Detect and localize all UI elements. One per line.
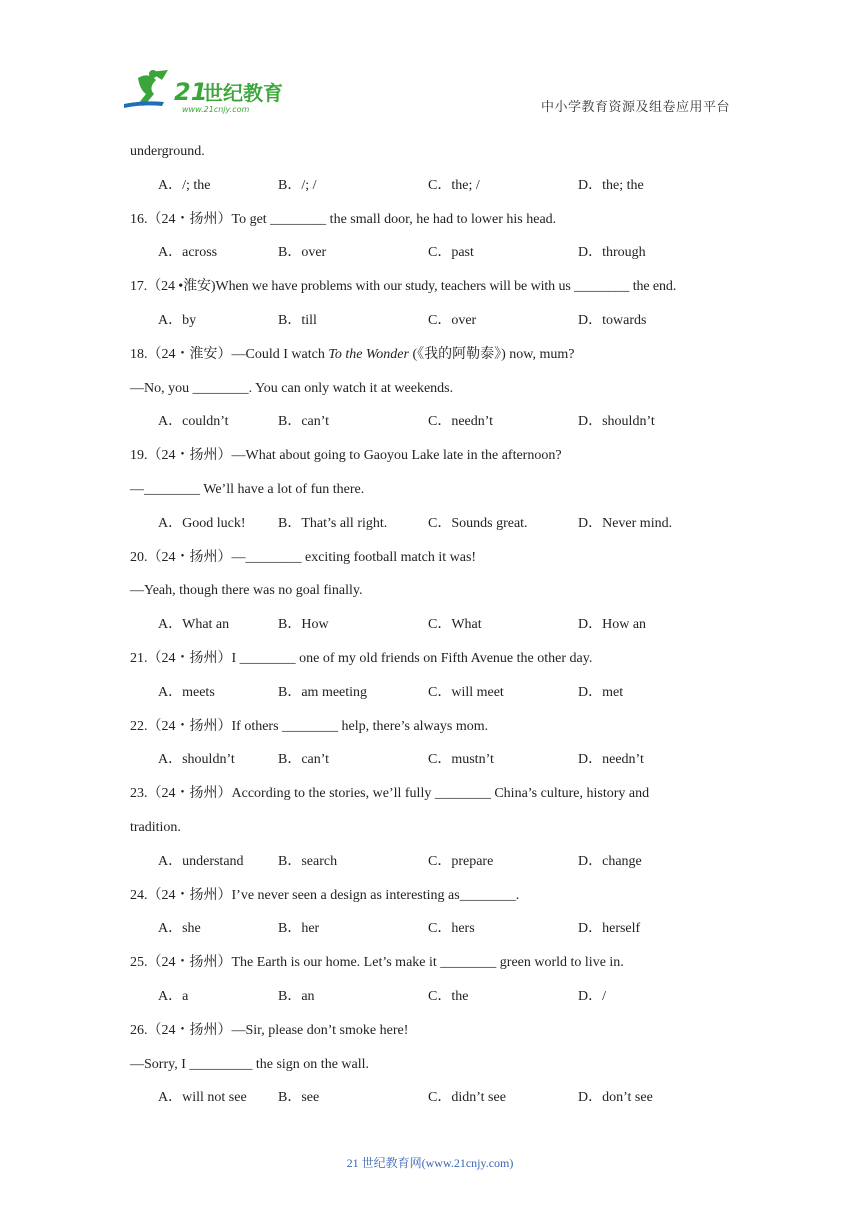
option-c[interactable]: C．the — [428, 988, 469, 1004]
option-d[interactable]: D．herself — [578, 921, 641, 937]
question-22-stem: 22.（24・扬州）If others ________ help, there’s always mom. — [130, 718, 489, 734]
question-18-reply: —No, you ________. You can only watch it at weekends. — [130, 380, 454, 396]
question-26-stem: 26.（24・扬州）—Sir, please don’t smoke here! — [130, 1022, 409, 1038]
svg-text:世纪教育: 世纪教育 — [203, 81, 283, 105]
question-18-options — [130, 405, 740, 439]
option-d[interactable]: D．the; the — [578, 177, 644, 193]
option-b[interactable]: B．That’s all right. — [278, 515, 388, 531]
stem-text: (《我的阿勒泰》) now, mum? — [408, 346, 575, 362]
option-c[interactable]: C．will meet — [428, 684, 504, 700]
option-b[interactable]: B．can’t — [278, 752, 330, 768]
option-a[interactable]: A．meets — [158, 684, 215, 700]
option-a[interactable]: A．/; the — [158, 177, 211, 193]
option-a[interactable]: A．she — [158, 921, 201, 937]
option-a[interactable]: A．understand — [158, 853, 244, 869]
option-d[interactable]: D．met — [578, 684, 624, 700]
option-a[interactable]: A．will not see — [158, 1090, 247, 1106]
option-c[interactable]: C．over — [428, 312, 477, 328]
option-c[interactable]: C．the; / — [428, 177, 480, 193]
option-b[interactable]: B．can’t — [278, 414, 330, 430]
question-23-stem: 23.（24・扬州）According to the stories, we’ll fully ________ China’s culture, history and — [130, 786, 650, 802]
option-c[interactable]: C．prepare — [428, 853, 494, 869]
question-20-options — [130, 608, 740, 642]
option-b[interactable]: B．over — [278, 245, 327, 261]
option-a[interactable]: A．What an — [158, 617, 230, 633]
question-18-stem — [130, 338, 740, 372]
question-20-stem: 20.（24・扬州）—________ exciting football match it was! — [130, 549, 477, 565]
question-25-stem: 25.（24・扬州）The Earth is our home. Let’s make it ________ green world to live in. — [130, 955, 624, 971]
option-a[interactable]: A．across — [158, 245, 218, 261]
option-c[interactable]: C．didn’t see — [428, 1090, 506, 1106]
svg-text:21: 21 — [174, 78, 208, 106]
option-b[interactable]: B．/; / — [278, 177, 317, 193]
question-19-stem: 19.（24・扬州）—What about going to Gaoyou Lake late in the afternoon? — [130, 448, 562, 464]
question-17-stem: 17.（24 •淮安)When we have problems with our study, teachers will be with us ________ the end. — [130, 279, 677, 295]
option-d[interactable]: D．through — [578, 245, 646, 261]
option-a[interactable]: A．couldn’t — [158, 414, 229, 430]
option-d[interactable]: D．don’t see — [578, 1090, 653, 1106]
question-24-stem: 24.（24・扬州）I’ve never seen a design as interesting as________. — [130, 887, 520, 903]
option-c[interactable]: C．mustn’t — [428, 752, 494, 768]
question-25-options — [130, 980, 740, 1014]
platform-tagline: 中小学教育资源及组卷应用平台 — [540, 100, 730, 115]
option-a[interactable]: A．a — [158, 988, 189, 1004]
question-23-stem-cont: tradition. — [130, 819, 181, 835]
exam-content — [130, 135, 740, 1115]
site-logo[interactable] — [120, 68, 300, 116]
option-a[interactable]: A．shouldn’t — [158, 752, 235, 768]
question-23-options — [130, 845, 740, 879]
option-a[interactable]: A．Good luck! — [158, 515, 246, 531]
option-b[interactable]: B．search — [278, 853, 338, 869]
question-24-options — [130, 912, 740, 946]
option-d[interactable]: D．How an — [578, 617, 647, 633]
option-c[interactable]: C．Sounds great. — [428, 515, 528, 531]
option-d[interactable]: D．towards — [578, 312, 647, 328]
question-20-reply: —Yeah, though there was no goal finally. — [130, 583, 363, 599]
option-b[interactable]: B．till — [278, 312, 317, 328]
option-c[interactable]: C．What — [428, 617, 482, 633]
film-title: To the Wonder — [328, 346, 409, 362]
option-b[interactable]: B．see — [278, 1090, 320, 1106]
question-16-stem: 16.（24・扬州）To get ________ the small door, he had to lower his head. — [130, 211, 557, 227]
question-22-options — [130, 743, 740, 777]
question-21-stem: 21.（24・扬州）I ________ one of my old friends on Fifth Avenue the other day. — [130, 650, 593, 666]
page-footer[interactable]: 21 世纪教育网(www.21cnjy.com) — [346, 1156, 514, 1170]
option-d[interactable]: D．Never mind. — [578, 515, 673, 531]
option-c[interactable]: C．needn’t — [428, 414, 494, 430]
question-17-options — [130, 304, 740, 338]
question-21-options — [130, 676, 740, 710]
option-c[interactable]: C．past — [428, 245, 474, 261]
option-d[interactable]: D．needn’t — [578, 752, 644, 768]
carry-over-text: underground. — [130, 144, 205, 159]
question-19-options — [130, 507, 740, 541]
option-d[interactable]: D．shouldn’t — [578, 414, 655, 430]
option-d[interactable]: D．/ — [578, 988, 606, 1004]
runner-logo-icon — [120, 68, 300, 116]
question-19-reply: —________ We’ll have a lot of fun there. — [130, 481, 365, 497]
option-b[interactable]: B．am meeting — [278, 684, 368, 700]
option-d[interactable]: D．change — [578, 853, 642, 869]
q15-options — [130, 169, 740, 203]
page-header — [0, 0, 860, 120]
option-b[interactable]: B．her — [278, 921, 320, 937]
option-b[interactable]: B．How — [278, 617, 329, 633]
option-b[interactable]: B．an — [278, 988, 315, 1004]
question-26-options — [130, 1081, 740, 1115]
option-a[interactable]: A．by — [158, 312, 197, 328]
stem-text: 18.（24・淮安）—Could I watch — [130, 346, 329, 362]
question-26-reply: —Sorry, I _________ the sign on the wall. — [130, 1056, 370, 1072]
option-c[interactable]: C．hers — [428, 921, 475, 937]
question-16-options — [130, 236, 740, 270]
svg-text:www.21cnjy.com: www.21cnjy.com — [182, 105, 250, 114]
